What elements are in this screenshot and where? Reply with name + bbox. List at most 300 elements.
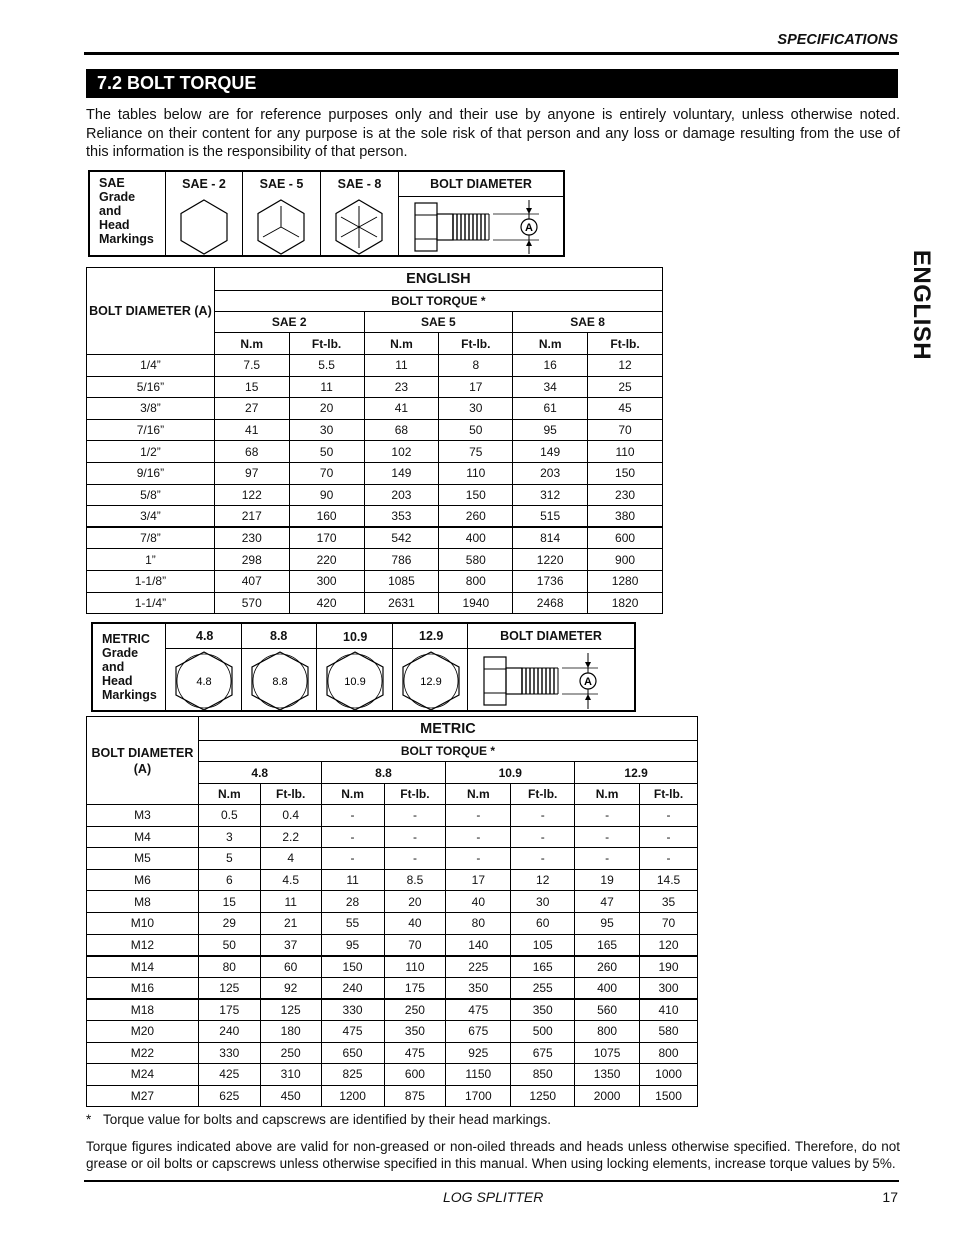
torque-value-cell: 5 xyxy=(198,848,260,870)
torque-value-cell: 149 xyxy=(513,441,588,463)
metric-markings-label: METRIC Grade and Head Markings xyxy=(102,632,157,702)
torque-value-cell: 60 xyxy=(511,912,575,934)
torque-value-cell: 50 xyxy=(198,934,260,956)
svg-text:A: A xyxy=(584,676,592,688)
torque-value-cell: 15 xyxy=(198,891,260,913)
torque-value-cell: 203 xyxy=(513,462,588,484)
table-row xyxy=(87,462,663,484)
torque-value-cell: 149 xyxy=(364,462,439,484)
torque-value-cell: 4 xyxy=(260,848,321,870)
torque-value-cell: 110 xyxy=(439,462,513,484)
torque-value-cell: 70 xyxy=(384,934,446,956)
torque-value-cell: 1500 xyxy=(640,1085,698,1107)
row-label-cell: 7/8” xyxy=(87,527,215,549)
torque-value-cell: 1220 xyxy=(513,549,588,571)
row-label-cell: 1-1/4” xyxy=(87,592,215,614)
torque-value-cell: 298 xyxy=(214,549,289,571)
torque-value-cell: 19 xyxy=(575,869,640,891)
torque-value-cell: - xyxy=(384,848,446,870)
metric-unit-header: N.m xyxy=(446,784,511,805)
torque-value-cell: 180 xyxy=(260,1020,321,1042)
torque-value-cell: 45 xyxy=(588,398,663,420)
torque-value-cell: 190 xyxy=(640,956,698,978)
torque-value-cell: 350 xyxy=(511,999,575,1021)
torque-value-cell: 350 xyxy=(446,977,511,999)
torque-value-cell: 240 xyxy=(321,977,384,999)
torque-value-cell: - xyxy=(446,826,511,848)
torque-value-cell: 70 xyxy=(640,912,698,934)
table-row xyxy=(87,592,663,614)
torque-value-cell: 250 xyxy=(260,1042,321,1064)
torque-value-cell: 92 xyxy=(260,977,321,999)
torque-value-cell: 27 xyxy=(214,398,289,420)
torque-value-cell: 800 xyxy=(575,1020,640,1042)
torque-note: Torque figures indicated above are valid for non-greased or non-oiled threads and heads unless otherwise specified. Therefore, do not grease or oil bolts or capscrews unless otherwise specified in this manual. When using locking elements, increase torque values by 5%. xyxy=(86,1139,900,1171)
torque-value-cell: 450 xyxy=(260,1085,321,1107)
torque-value-cell: 500 xyxy=(511,1020,575,1042)
torque-value-cell: 1700 xyxy=(446,1085,511,1107)
torque-value-cell: 140 xyxy=(446,934,511,956)
torque-value-cell: 70 xyxy=(588,419,663,441)
torque-value-cell: 825 xyxy=(321,1064,384,1086)
metric-12-9-cell: 12.9 12.9 xyxy=(392,624,467,710)
table-row xyxy=(87,549,663,571)
torque-value-cell: 47 xyxy=(575,891,640,913)
svg-text:10.9: 10.9 xyxy=(344,676,366,688)
metric-torque-table xyxy=(86,716,698,1107)
torque-value-cell: 800 xyxy=(640,1042,698,1064)
torque-value-cell: 2631 xyxy=(364,592,439,614)
torque-value-cell: 68 xyxy=(214,441,289,463)
english-unit-header: Ft-lb. xyxy=(439,333,513,355)
metric-10-9-cell: 10.9 10.9 xyxy=(316,624,392,710)
torque-value-cell: 25 xyxy=(588,376,663,398)
torque-value-cell: 15 xyxy=(214,376,289,398)
row-label-cell: M12 xyxy=(87,934,199,956)
metric-8-8-head-icon xyxy=(246,650,314,712)
torque-value-cell: 3 xyxy=(198,826,260,848)
torque-value-cell: 0.4 xyxy=(260,805,321,827)
torque-value-cell: 800 xyxy=(439,570,513,592)
torque-value-cell: 95 xyxy=(321,934,384,956)
torque-value-cell: 120 xyxy=(640,934,698,956)
torque-value-cell: 11 xyxy=(260,891,321,913)
table-row xyxy=(87,419,663,441)
table-row xyxy=(87,805,698,827)
torque-value-cell: 230 xyxy=(588,484,663,506)
torque-value-cell: 95 xyxy=(513,419,588,441)
table-row xyxy=(87,1064,698,1086)
torque-value-cell: 1736 xyxy=(513,570,588,592)
torque-value-cell: 625 xyxy=(198,1085,260,1107)
side-language-tab xyxy=(890,250,952,360)
row-label-cell: M20 xyxy=(87,1020,199,1042)
metric-unit-header: N.m xyxy=(198,784,260,805)
torque-value-cell: 475 xyxy=(446,999,511,1021)
torque-value-cell: - xyxy=(511,805,575,827)
torque-value-cell: 1940 xyxy=(439,592,513,614)
row-label-cell: 1” xyxy=(87,549,215,571)
table-row xyxy=(87,869,698,891)
torque-value-cell: 20 xyxy=(289,398,364,420)
torque-value-cell: 410 xyxy=(640,999,698,1021)
torque-value-cell: 900 xyxy=(588,549,663,571)
torque-value-cell: 105 xyxy=(511,934,575,956)
torque-value-cell: 12 xyxy=(588,355,663,377)
torque-value-cell: 80 xyxy=(446,912,511,934)
metric-unit-header: Ft-lb. xyxy=(640,784,698,805)
torque-value-cell: 0.5 xyxy=(198,805,260,827)
torque-value-cell: 675 xyxy=(446,1020,511,1042)
torque-value-cell: 175 xyxy=(384,977,446,999)
torque-value-cell: 150 xyxy=(439,484,513,506)
english-unit-header: N.m xyxy=(364,333,439,355)
torque-value-cell: 122 xyxy=(214,484,289,506)
table-row xyxy=(87,506,663,528)
torque-value-cell: 260 xyxy=(439,506,513,528)
torque-value-cell: 420 xyxy=(289,592,364,614)
torque-value-cell: 102 xyxy=(364,441,439,463)
torque-value-cell: 37 xyxy=(260,934,321,956)
metric-bolt-diameter-cell: BOLT DIAMETER A xyxy=(467,624,634,710)
torque-value-cell: 475 xyxy=(384,1042,446,1064)
metric-8-8-cell: 8.8 8.8 xyxy=(241,624,316,710)
row-label-cell: M5 xyxy=(87,848,199,870)
row-label-cell: M27 xyxy=(87,1085,199,1107)
torque-value-cell: 8 xyxy=(439,355,513,377)
torque-value-cell: 330 xyxy=(321,999,384,1021)
torque-value-cell: 50 xyxy=(439,419,513,441)
torque-value-cell: 580 xyxy=(640,1020,698,1042)
row-label-cell: M14 xyxy=(87,956,199,978)
torque-value-cell: 400 xyxy=(575,977,640,999)
torque-value-cell: 175 xyxy=(198,999,260,1021)
torque-value-cell: 2000 xyxy=(575,1085,640,1107)
torque-value-cell: 560 xyxy=(575,999,640,1021)
torque-value-cell: 150 xyxy=(321,956,384,978)
torque-value-cell: 8.5 xyxy=(384,869,446,891)
metric-torque-header: BOLT TORQUE * xyxy=(198,741,697,762)
torque-footnote xyxy=(86,1112,551,1127)
torque-value-cell: 240 xyxy=(198,1020,260,1042)
english-grade-header: SAE 2 xyxy=(214,312,364,333)
torque-value-cell: 542 xyxy=(364,527,439,549)
sae-8-cell: SAE - 8 xyxy=(320,172,398,255)
english-torque-table xyxy=(86,267,663,614)
torque-value-cell: - xyxy=(511,826,575,848)
torque-value-cell: 300 xyxy=(289,570,364,592)
row-label-cell: M22 xyxy=(87,1042,199,1064)
torque-value-cell: 875 xyxy=(384,1085,446,1107)
table-row xyxy=(87,398,663,420)
torque-value-cell: 475 xyxy=(321,1020,384,1042)
torque-value-cell: 165 xyxy=(511,956,575,978)
torque-value-cell: 97 xyxy=(214,462,289,484)
torque-value-cell: - xyxy=(640,805,698,827)
page-number: 17 xyxy=(882,1189,898,1205)
torque-value-cell: 5.5 xyxy=(289,355,364,377)
torque-value-cell: 23 xyxy=(364,376,439,398)
table-row xyxy=(87,956,698,978)
torque-value-cell: 675 xyxy=(511,1042,575,1064)
row-label-cell: 9/16” xyxy=(87,462,215,484)
torque-value-cell: 1280 xyxy=(588,570,663,592)
sae-header-divider xyxy=(399,196,563,197)
torque-value-cell: 1085 xyxy=(364,570,439,592)
torque-value-cell: 11 xyxy=(321,869,384,891)
row-label-cell: 1/4” xyxy=(87,355,215,377)
metric-10-9-head-icon xyxy=(321,650,389,712)
torque-value-cell: 17 xyxy=(439,376,513,398)
torque-value-cell: 1350 xyxy=(575,1064,640,1086)
metric-grade-header: 12.9 xyxy=(575,762,698,784)
torque-value-cell: - xyxy=(446,805,511,827)
torque-value-cell: 110 xyxy=(588,441,663,463)
torque-value-cell: 28 xyxy=(321,891,384,913)
torque-value-cell: 20 xyxy=(384,891,446,913)
torque-value-cell: 60 xyxy=(260,956,321,978)
torque-value-cell: 1150 xyxy=(446,1064,511,1086)
section-title: 7.2 BOLT TORQUE xyxy=(86,69,898,98)
torque-value-cell: 1820 xyxy=(588,592,663,614)
torque-value-cell: 41 xyxy=(364,398,439,420)
row-label-cell: M16 xyxy=(87,977,199,999)
row-label-cell: 1-1/8” xyxy=(87,570,215,592)
torque-value-cell: 925 xyxy=(446,1042,511,1064)
row-label-cell: 3/8” xyxy=(87,398,215,420)
row-label-cell: M6 xyxy=(87,869,199,891)
torque-value-cell: 260 xyxy=(575,956,640,978)
table-row xyxy=(87,891,698,913)
torque-value-cell: 165 xyxy=(575,934,640,956)
torque-value-cell: 50 xyxy=(289,441,364,463)
footnote-marker: * xyxy=(86,1112,92,1127)
torque-value-cell: 570 xyxy=(214,592,289,614)
svg-text:8.8: 8.8 xyxy=(272,676,288,688)
english-unit-header: N.m xyxy=(513,333,588,355)
svg-text:A: A xyxy=(525,222,533,234)
torque-value-cell: 125 xyxy=(260,999,321,1021)
sae-markings-label: SAE Grade and Head Markings xyxy=(99,176,154,246)
metric-unit-header: Ft-lb. xyxy=(384,784,446,805)
torque-value-cell: 61 xyxy=(513,398,588,420)
torque-value-cell: 217 xyxy=(214,506,289,528)
svg-text:4.8: 4.8 xyxy=(196,676,212,688)
side-tab-label: ENGLISH xyxy=(908,249,935,361)
torque-value-cell: 353 xyxy=(364,506,439,528)
intro-paragraph: The tables below are for reference purposes only and their use by anyone is entirely voluntary, unless otherwise noted. Reliance on their content for any purpose is at the sole risk of that person and any loss or damage resulting from the use of this information is the responsibility of that person. xyxy=(86,107,900,160)
torque-value-cell: 255 xyxy=(511,977,575,999)
torque-value-cell: 2.2 xyxy=(260,826,321,848)
torque-value-cell: 203 xyxy=(364,484,439,506)
torque-value-cell: - xyxy=(575,805,640,827)
torque-value-cell: 29 xyxy=(198,912,260,934)
torque-value-cell: 1200 xyxy=(321,1085,384,1107)
metric-4-8-head-icon xyxy=(170,650,238,712)
torque-value-cell: - xyxy=(321,848,384,870)
torque-value-cell: 600 xyxy=(384,1064,446,1086)
table-row xyxy=(87,484,663,506)
table-row xyxy=(87,1020,698,1042)
row-label-cell: 3/4” xyxy=(87,506,215,528)
torque-value-cell: 21 xyxy=(260,912,321,934)
footer-rule xyxy=(84,1180,899,1182)
sae-5-head-icon xyxy=(251,197,311,257)
torque-value-cell: 95 xyxy=(575,912,640,934)
torque-value-cell: 11 xyxy=(364,355,439,377)
table-row xyxy=(87,934,698,956)
torque-value-cell: - xyxy=(575,826,640,848)
torque-value-cell: 55 xyxy=(321,912,384,934)
torque-value-cell: 6 xyxy=(198,869,260,891)
table-row xyxy=(87,826,698,848)
english-unit-header: Ft-lb. xyxy=(588,333,663,355)
svg-text:12.9: 12.9 xyxy=(420,676,442,688)
metric-unit-header: N.m xyxy=(321,784,384,805)
metric-bolt-side-view-icon xyxy=(478,651,628,711)
torque-value-cell: 312 xyxy=(513,484,588,506)
metric-12-9-head-icon xyxy=(397,650,465,712)
metric-row-header: BOLT DIAMETER (A) xyxy=(87,717,199,805)
english-unit-header: Ft-lb. xyxy=(289,333,364,355)
bolt-side-view-icon xyxy=(409,198,559,256)
header-rule xyxy=(84,52,899,55)
table-row xyxy=(87,999,698,1021)
table-row xyxy=(87,977,698,999)
torque-value-cell: 40 xyxy=(384,912,446,934)
row-label-cell: 5/16” xyxy=(87,376,215,398)
torque-value-cell: 150 xyxy=(588,462,663,484)
table-row xyxy=(87,912,698,934)
torque-value-cell: 30 xyxy=(289,419,364,441)
row-label-cell: M8 xyxy=(87,891,199,913)
row-label-cell: M4 xyxy=(87,826,199,848)
english-table-title: ENGLISH xyxy=(214,268,662,291)
torque-value-cell: 34 xyxy=(513,376,588,398)
torque-value-cell: 70 xyxy=(289,462,364,484)
torque-value-cell: 41 xyxy=(214,419,289,441)
table-row xyxy=(87,570,663,592)
metric-grade-header: 4.8 xyxy=(198,762,321,784)
torque-value-cell: 310 xyxy=(260,1064,321,1086)
torque-value-cell: 230 xyxy=(214,527,289,549)
torque-value-cell: 250 xyxy=(384,999,446,1021)
torque-value-cell: 16 xyxy=(513,355,588,377)
torque-value-cell: 300 xyxy=(640,977,698,999)
torque-value-cell: 7.5 xyxy=(214,355,289,377)
sae-2-cell: SAE - 2 xyxy=(165,172,242,255)
english-row-header: BOLT DIAMETER (A) xyxy=(87,268,215,355)
table-row xyxy=(87,376,663,398)
metric-grade-header: 8.8 xyxy=(321,762,446,784)
torque-value-cell: 1250 xyxy=(511,1085,575,1107)
table-row xyxy=(87,848,698,870)
sae-head-markings xyxy=(88,170,565,257)
torque-value-cell: 380 xyxy=(588,506,663,528)
english-unit-header: N.m xyxy=(214,333,289,355)
footnote-text: Torque value for bolts and capscrews are identified by their head markings. xyxy=(103,1112,551,1127)
torque-value-cell: - xyxy=(575,848,640,870)
torque-value-cell: - xyxy=(446,848,511,870)
torque-value-cell: 2468 xyxy=(513,592,588,614)
torque-value-cell: 850 xyxy=(511,1064,575,1086)
metric-4-8-cell: 4.8 4.8 xyxy=(165,624,241,710)
torque-value-cell: 17 xyxy=(446,869,511,891)
page-header-title: SPECIFICATIONS xyxy=(777,32,898,48)
metric-grade-header: 10.9 xyxy=(446,762,575,784)
english-grade-header: SAE 5 xyxy=(364,312,513,333)
row-label-cell: M3 xyxy=(87,805,199,827)
torque-value-cell: 30 xyxy=(439,398,513,420)
torque-value-cell: 1075 xyxy=(575,1042,640,1064)
metric-unit-header: Ft-lb. xyxy=(511,784,575,805)
sae-8-head-icon xyxy=(329,197,389,257)
english-grade-header: SAE 8 xyxy=(513,312,663,333)
torque-value-cell: - xyxy=(640,826,698,848)
table-row xyxy=(87,1085,698,1107)
torque-value-cell: 35 xyxy=(640,891,698,913)
torque-value-cell: 350 xyxy=(384,1020,446,1042)
torque-value-cell: 170 xyxy=(289,527,364,549)
torque-value-cell: - xyxy=(384,805,446,827)
torque-value-cell: 814 xyxy=(513,527,588,549)
torque-value-cell: 600 xyxy=(588,527,663,549)
torque-value-cell: 515 xyxy=(513,506,588,528)
torque-value-cell: 12 xyxy=(511,869,575,891)
torque-value-cell: 4.5 xyxy=(260,869,321,891)
torque-value-cell: 225 xyxy=(446,956,511,978)
torque-value-cell: - xyxy=(640,848,698,870)
torque-value-cell: 125 xyxy=(198,977,260,999)
torque-value-cell: 40 xyxy=(446,891,511,913)
torque-value-cell: 14.5 xyxy=(640,869,698,891)
sae-2-head-icon xyxy=(174,197,234,257)
torque-value-cell: 425 xyxy=(198,1064,260,1086)
row-label-cell: 1/2” xyxy=(87,441,215,463)
torque-value-cell: 650 xyxy=(321,1042,384,1064)
torque-value-cell: 110 xyxy=(384,956,446,978)
torque-value-cell: - xyxy=(384,826,446,848)
torque-value-cell: 220 xyxy=(289,549,364,571)
torque-value-cell: 400 xyxy=(439,527,513,549)
table-row xyxy=(87,355,663,377)
metric-table-title: METRIC xyxy=(198,717,697,741)
row-label-cell: M10 xyxy=(87,912,199,934)
torque-value-cell: 1000 xyxy=(640,1064,698,1086)
torque-value-cell: 90 xyxy=(289,484,364,506)
torque-value-cell: 407 xyxy=(214,570,289,592)
torque-value-cell: - xyxy=(321,805,384,827)
sae-5-cell: SAE - 5 xyxy=(242,172,320,255)
table-row xyxy=(87,527,663,549)
torque-value-cell: 330 xyxy=(198,1042,260,1064)
torque-value-cell: 786 xyxy=(364,549,439,571)
torque-value-cell: - xyxy=(321,826,384,848)
torque-value-cell: 68 xyxy=(364,419,439,441)
row-label-cell: 7/16” xyxy=(87,419,215,441)
row-label-cell: M18 xyxy=(87,999,199,1021)
torque-value-cell: 580 xyxy=(439,549,513,571)
torque-value-cell: 160 xyxy=(289,506,364,528)
metric-head-markings xyxy=(91,622,636,712)
table-row xyxy=(87,441,663,463)
english-torque-header: BOLT TORQUE * xyxy=(214,291,662,312)
torque-value-cell: 75 xyxy=(439,441,513,463)
torque-value-cell: 30 xyxy=(511,891,575,913)
torque-value-cell: 80 xyxy=(198,956,260,978)
torque-value-cell: - xyxy=(511,848,575,870)
metric-unit-header: Ft-lb. xyxy=(260,784,321,805)
